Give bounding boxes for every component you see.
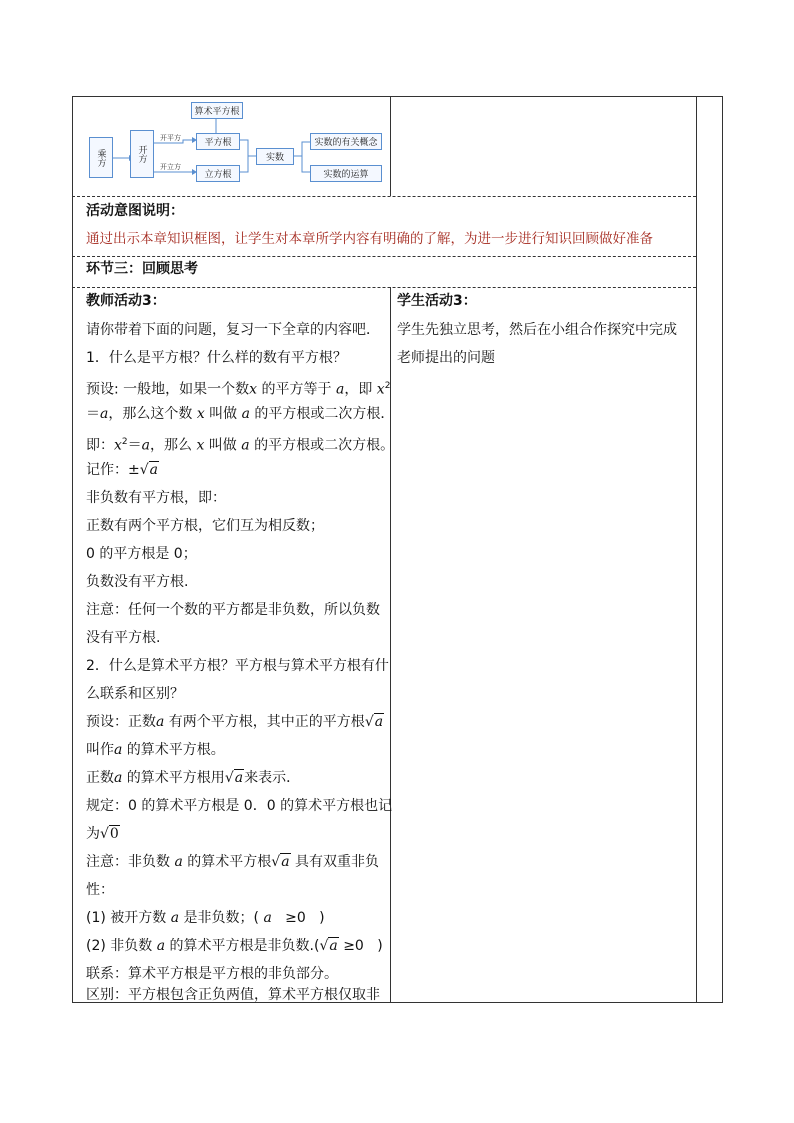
divider-right — [696, 96, 697, 1003]
teacher-line: 非负数有平方根，即： — [86, 490, 226, 506]
teacher-line: 联系：算术平方根是平方根的非负部分。 — [86, 966, 338, 982]
teacher-line-part: (1) 被开方数 — [86, 910, 167, 926]
label-cube-root-op: 开立方 — [160, 163, 181, 171]
teacher-line: ＝a，那么这个数 x 叫做 a 的平方根或二次方根． — [86, 406, 395, 422]
teacher-line — [86, 820, 120, 848]
student-activity-title: 学生活动3： — [397, 293, 477, 309]
teacher-line: 正数有两个平方根，它们互为相反数； — [86, 518, 324, 534]
sqrt-a: √a — [364, 714, 384, 730]
teacher-line-part: 叫作 — [86, 742, 114, 758]
teacher-line-part: 即： — [86, 437, 114, 454]
teacher-line: 请你带着下面的问题，复习一下全章的内容吧． — [86, 322, 380, 338]
teacher-line: 么联系和区别？ — [86, 686, 184, 702]
teacher-line: (2) 非负数 a 的算术平方根是非负数.(√a ≥0 ) — [86, 932, 383, 960]
teacher-line: 正数a 的算术平方根用√a来表示． — [86, 764, 300, 792]
intent-text: 通过出示本章知识框图，让学生对本章所学内容有明确的了解，为进一步进行知识回顾做好准备 — [86, 231, 653, 247]
box-square-root: 平方根 — [196, 133, 240, 150]
knowledge-diagram — [88, 100, 388, 195]
teacher-line: 区别：平方根包含正负两值，算术平方根仅取非 — [86, 987, 380, 1003]
sqrt-a: √a — [224, 770, 244, 786]
teacher-line: 预设：正数a 有两个平方根，其中正的平方根√a — [86, 708, 384, 736]
sqrt-a: √a — [319, 938, 338, 954]
teacher-line-part: 为 — [86, 826, 100, 842]
box-root-extraction: 开方 — [130, 130, 154, 178]
intent-title: 活动意图说明： — [86, 203, 184, 219]
teacher-line-part: 注意：非负数 — [86, 854, 170, 870]
teacher-line — [86, 456, 159, 484]
teacher-line-part: 正数 — [86, 770, 114, 786]
box-real-concepts: 实数的有关概念 — [310, 133, 382, 150]
teacher-line: 1．什么是平方根？什么样的数有平方根？ — [86, 350, 347, 366]
divider-top — [390, 96, 391, 196]
box-real-operations: 实数的运算 — [310, 165, 382, 182]
sqrt-a: √a — [271, 854, 290, 870]
teacher-line: 性： — [86, 882, 114, 898]
teacher-line-part: ＝ — [86, 406, 100, 422]
student-line: 老师提出的问题 — [397, 350, 495, 366]
label-square-root-op: 开平方 — [160, 134, 181, 142]
teacher-activity-title: 教师活动3： — [86, 293, 166, 309]
teacher-line: 注意：任何一个数的平方都是非负数，所以负数 — [86, 602, 380, 618]
box-power: 乘方 — [89, 137, 113, 178]
divider-edge — [722, 96, 723, 1003]
teacher-line: 2．什么是算术平方根？平方根与算术平方根有什 — [86, 658, 389, 674]
sqrt-zero: √0 — [100, 826, 119, 842]
teacher-line: 注意：非负数 a 的算术平方根√a 具有双重非负 — [86, 848, 379, 876]
teacher-line-part: 预设: 一般地，如果一个数 — [86, 381, 250, 398]
teacher-line: (1) 被开方数 a 是非负数；( a ≥0 ) — [86, 910, 325, 926]
teacher-line-part: (2) 非负数 — [86, 938, 153, 954]
sqrt-a: √a — [139, 462, 159, 478]
teacher-line-part: 记作：± — [86, 462, 140, 478]
teacher-line: 规定：0 的算术平方根是 0．0 的算术平方根也记 — [86, 798, 393, 814]
student-line: 学生先独立思考，然后在小组合作探究中完成 — [397, 322, 677, 338]
teacher-line: 0 的平方根是 0； — [86, 546, 197, 562]
section-title: 环节三：回顾思考 — [86, 261, 198, 277]
teacher-line: 预设: 一般地，如果一个数x 的平方等于 a，即 $x^2$ — [86, 381, 391, 398]
box-cube-root: 立方根 — [196, 165, 240, 182]
box-real-numbers: 实数 — [256, 148, 294, 165]
teacher-line: 即：$x^2=a$，那么 x 叫做 a 的平方根或二次方根。 — [86, 437, 395, 454]
box-arithmetic-root: 算术平方根 — [191, 102, 243, 119]
teacher-line: 叫作a 的算术平方根。 — [86, 742, 225, 758]
teacher-line: 没有平方根. — [86, 630, 161, 646]
teacher-line: 负数没有平方根. — [86, 574, 189, 590]
teacher-line-part: 预设：正数 — [86, 714, 156, 730]
